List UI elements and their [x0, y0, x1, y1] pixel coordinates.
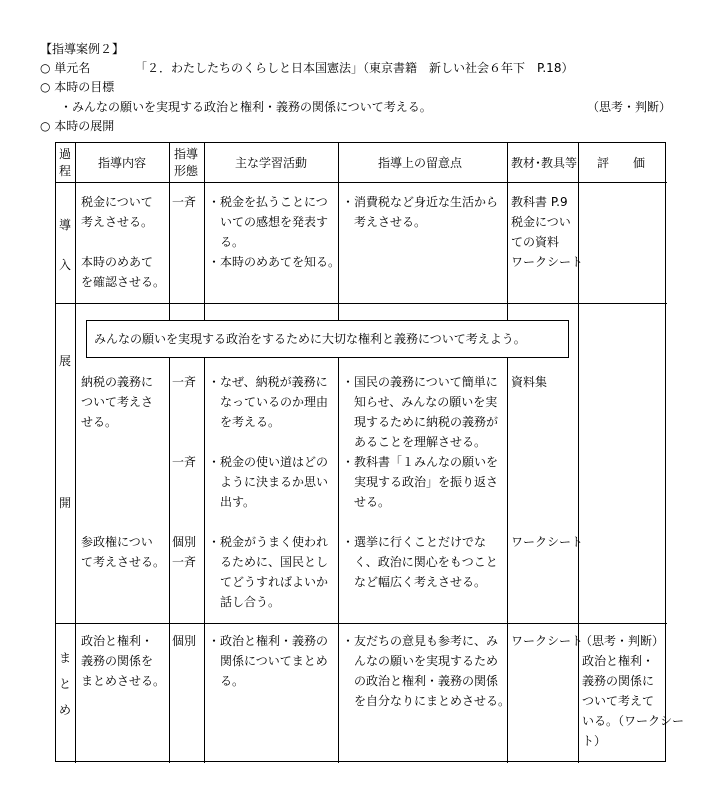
dev-activity2-3: 出す。 — [208, 495, 256, 509]
summary-activity-2: 関係についてまとめ — [208, 654, 328, 668]
summary-form: 個別 — [172, 634, 197, 648]
dev-notes1-3: 現するために納税の義務が — [342, 415, 499, 429]
dev-notes3-1: ・選挙に行くことだけでな — [342, 535, 487, 549]
summary-content-1: 政治と権利・ — [81, 634, 154, 648]
header-activity: 主な学習活動 — [235, 156, 308, 170]
grid-line — [507, 143, 508, 763]
dev-activity3-2: るために、国民とし — [208, 555, 329, 569]
grid-line — [56, 623, 667, 624]
lesson-goal-text: みんなの願いを実現する政治をするために大切な権利と義務について考えよう。 — [94, 332, 526, 346]
dev-activity1-3: を考える。 — [208, 415, 281, 429]
summary-eval-6: ト） — [582, 734, 607, 748]
intro-materials-4: ワークシート — [511, 255, 584, 269]
lesson-plan-table — [55, 142, 685, 762]
dev-activity1-1: ・なぜ、納税が義務に — [208, 375, 328, 389]
dev-process-1: 展 — [59, 354, 72, 368]
dev-notes2-1: ・教科書「１みんなの願いを — [342, 455, 499, 469]
dev-notes1-1: ・国民の義務について簡単に — [342, 375, 498, 389]
dev-activity3-3: てどうすればよいか — [208, 575, 329, 589]
intro-content-1: 税金について — [81, 195, 153, 209]
dev-form1: 一斉 — [172, 375, 197, 389]
summary-content-3: まとめさせる。 — [81, 674, 166, 688]
dev-content1-2: ついて考えさ — [81, 395, 154, 409]
intro-activity-1: ・税金を払うことにつ — [208, 195, 328, 209]
grid-line — [75, 143, 76, 763]
grid-line — [56, 303, 667, 304]
plan-title: 【指導案例２】 — [40, 42, 125, 56]
unit-label: ○ 単元名 — [40, 61, 91, 75]
grid-line — [204, 143, 205, 763]
intro-content-2: 考えさせる。 — [81, 215, 154, 229]
grid-line — [169, 143, 170, 763]
summary-eval-3: 義務の関係に — [582, 674, 655, 688]
intro-activity-2: いての感想を発表す — [208, 215, 329, 229]
summary-materials: ワークシート — [511, 634, 584, 648]
dev-activity3-4: 話し合う。 — [208, 595, 281, 609]
dev-notes3-2: く、政治に関心をもつこと — [342, 555, 498, 569]
intro-form: 一斉 — [172, 195, 197, 209]
summary-process-3: め — [59, 703, 72, 717]
summary-notes-2: んなの願いを実現するため — [342, 654, 499, 668]
summary-process-2: と — [59, 677, 72, 691]
intro-materials-1: 教科書 P.9 — [511, 195, 568, 209]
intro-process-1: 導 — [59, 218, 72, 232]
summary-notes-4: を自分なりにまとめさせる。 — [342, 694, 511, 708]
dev-activity1-2: なっているのか理由 — [208, 395, 329, 409]
dev-content3-1: 参政権につい — [81, 535, 153, 549]
dev-content1-3: せる。 — [81, 415, 118, 429]
summary-activity-1: ・政治と権利・義務の — [208, 634, 329, 648]
goal-label: ○ 本時の目標 — [40, 80, 115, 94]
grid-line — [338, 143, 339, 763]
header-materials: 教材･教具等 — [511, 156, 578, 170]
dev-activity3-1: ・税金がうまく使われ — [208, 535, 329, 549]
intro-notes-1: ・消費税など身近な生活から — [342, 195, 499, 209]
summary-process-1: ま — [59, 651, 72, 665]
dev-materials1: 資料集 — [511, 375, 548, 389]
intro-process-2: 入 — [59, 258, 72, 272]
dev-notes2-3: せる。 — [342, 495, 391, 509]
header-process-2: 程 — [59, 164, 72, 178]
dev-content3-2: て考えさせる。 — [81, 555, 166, 569]
header-process-1: 過 — [59, 147, 72, 161]
dev-content1-1: 納税の義務に — [81, 375, 154, 389]
summary-notes-3: の政治と権利・義務の関係 — [342, 674, 499, 688]
dev-process-2: 開 — [59, 496, 72, 510]
dev-notes3-3: など幅広く考えさせる。 — [342, 575, 487, 589]
dev-notes1-2: 知らせ、みんなの願いを実 — [342, 395, 498, 409]
header-notes: 指導上の留意点 — [378, 156, 463, 170]
dev-materials3: ワークシート — [511, 535, 584, 549]
header-form-1: 指導 — [174, 147, 199, 161]
intro-activity-3: る。 — [208, 235, 245, 249]
intro-activity-4: ・本時のめあてを知る。 — [208, 255, 341, 269]
intro-materials-2: 税金につい — [511, 215, 571, 229]
summary-eval-4: ついて考えて — [582, 694, 655, 708]
header-form-2: 形態 — [174, 164, 199, 178]
intro-content-5: を確認させる。 — [81, 275, 166, 289]
intro-notes-2: 考えさせる。 — [342, 215, 427, 229]
grid-line — [56, 182, 667, 183]
dev-activity2-2: ように決まるか思い — [208, 475, 329, 489]
goal-text: ・みんなの願いを実現する政治と権利・義務の関係について考える。 — [60, 100, 432, 114]
dev-form3-2: 一斉 — [172, 555, 197, 569]
summary-content-2: 義務の関係を — [81, 654, 154, 668]
summary-eval-2: 政治と権利・ — [582, 654, 655, 668]
header-evaluation: 評 価 — [597, 156, 646, 170]
summary-notes-1: ・友だちの意見も参考に、み — [342, 634, 499, 648]
dev-form2: 一斉 — [172, 455, 197, 469]
header-content: 指導内容 — [98, 156, 147, 170]
dev-notes1-4: あることを理解させる。 — [342, 435, 487, 449]
grid-line — [578, 143, 579, 763]
summary-eval-1: （思考・判断） — [580, 634, 665, 648]
dev-form3-1: 個別 — [172, 535, 197, 549]
goal-evaluation: （思考・判断） — [587, 100, 672, 114]
development-label: ○ 本時の展開 — [40, 119, 115, 133]
summary-activity-3: る。 — [208, 674, 245, 688]
dev-notes2-2: 実現する政治」を振り返さ — [342, 475, 499, 489]
intro-content-4: 本時のめあて — [81, 255, 154, 269]
dev-activity2-1: ・税金の使い道はどの — [208, 455, 329, 469]
unit-text: 「２．わたしたちのくらしと日本国憲法」（東京書籍 新しい社会６年下 P.18） — [135, 61, 574, 75]
summary-eval-5: いる。（ワークシー — [582, 714, 685, 728]
intro-materials-3: ての資料 — [511, 235, 560, 249]
